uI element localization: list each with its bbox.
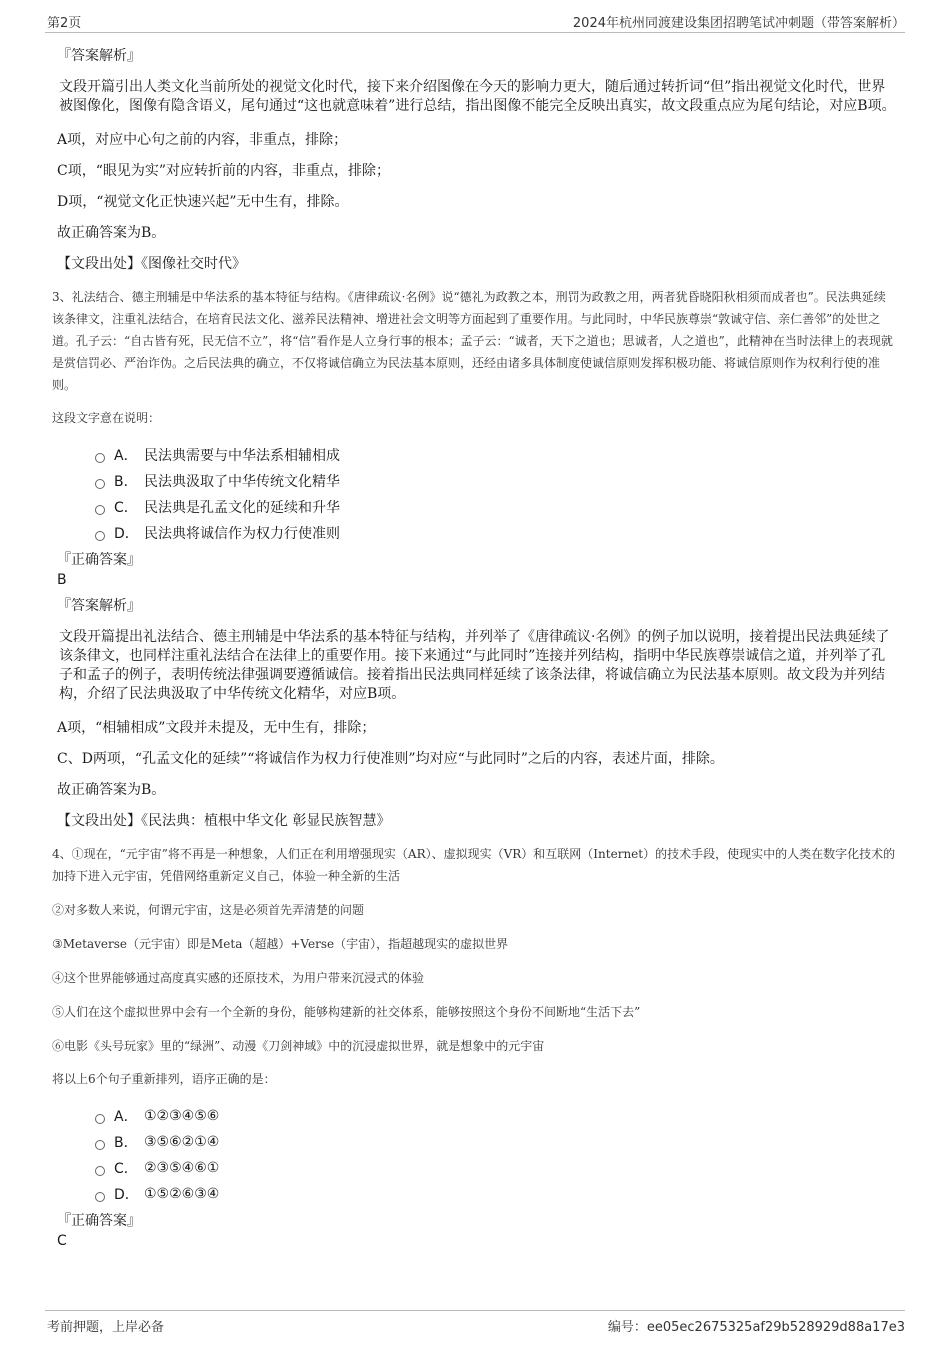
question-4-sentence: ③Metaverse（元宇宙）即是Meta（超越）+Verse（宇宙），指超越现实的虚拟世界 [52, 937, 509, 951]
footer-divider [45, 1310, 905, 1311]
header-divider [45, 32, 905, 33]
page-content [52, 46, 897, 1257]
option-letter: B． [114, 1135, 138, 1151]
question-4-sentence: ②对多数人来说，何谓元宇宙，这是必须首先弄清楚的问题 [52, 903, 365, 917]
analysis-label: 『答案解析』 [57, 598, 141, 614]
option-text: ①②③④⑤⑥ [144, 1108, 220, 1124]
radio-button[interactable] [95, 1114, 105, 1124]
analysis-point: D项，“视觉文化正快速兴起”无中生有，排除。 [57, 194, 349, 210]
radio-button[interactable] [95, 1166, 105, 1176]
question-4-sentence: ⑥电影《头号玩家》里的“绿洲”、动漫《刀剑神域》中的沉浸虚拟世界，就是想象中的元宇宙 [52, 1039, 545, 1053]
correct-answer-label: 『正确答案』 [57, 552, 141, 568]
question-4-prompt: 将以上6个句子重新排列，语序正确的是： [52, 1072, 276, 1086]
option-c[interactable] [95, 494, 897, 520]
analysis-conclusion: 故正确答案为B。 [57, 225, 166, 241]
correct-answer: B [57, 572, 67, 588]
option-d[interactable] [95, 1181, 897, 1207]
question-4-sentence: ⑤人们在这个虚拟世界中会有一个全新的身份，能够构建新的社交体系，能够按照这个身份不间断地“生活下去” [52, 1005, 641, 1019]
analysis-point: C项，“眼见为实”对应转折前的内容，非重点，排除； [57, 163, 391, 179]
question-4-sentence: 4、①现在，“元宇宙”将不再是一种想象，人们正在利用增强现实（AR）、虚拟现实（VR）和互联网（Internet）的技术手段，使现实中的人类在数字化技术的加持下进入元宇宙，凭借网络重新定义自己，体验一种全新的生活 [52, 847, 896, 883]
question-4-options [95, 1103, 897, 1207]
analysis-text: 文段开篇提出礼法结合、德主刑辅是中华法系的基本特征与结构，并列举了《唐律疏议·名例》的例子加以说明，接着提出民法典延续了该条律文，也同样注重礼法结合在法律上的重要作用。接下来通过“与此同时”连接并列结构，指明中华民族尊崇诚信之道，并列举了孔子和孟子的例子，表明传统法律强调要遵循诚信。接着指出民法典同样延续了该条法律，将诚信确立为民法基本原则。故文段为并列结构，介绍了民法典汲取了中华传统文化精华，对应B项。 [59, 629, 890, 702]
analysis-label: 『答案解析』 [57, 48, 141, 64]
correct-answer: C [57, 1233, 67, 1249]
analysis-point: C、D两项，“孔孟文化的延续”“将诚信作为权力行使准则”均对应“与此同时”之后的内容，表述片面，排除。 [57, 751, 724, 767]
option-text: 民法典是孔孟文化的延续和升华 [144, 500, 340, 516]
option-text: ②③⑤④⑥① [144, 1160, 220, 1176]
option-c[interactable] [95, 1155, 897, 1181]
document-id: 编号：ee05ec2675325af29b528929d88a17e3 [607, 1320, 905, 1335]
analysis-point: A项，对应中心句之前的内容，非重点，排除； [57, 132, 348, 148]
analysis-point: A项，“相辅相成”文段并未提及，无中生有，排除； [57, 720, 376, 736]
option-text: 民法典汲取了中华传统文化精华 [144, 474, 340, 490]
option-letter: A． [114, 1109, 138, 1125]
radio-button[interactable] [95, 1192, 105, 1202]
question-3-stem: 3、礼法结合、德主刑辅是中华法系的基本特征与结构。《唐律疏议·名例》说“德礼为政教之本，刑罚为政教之用，两者犹昏晓阳秋相须而成者也”。民法典延续该条律文，注重礼法结合，在培育民法文化、滋养民法精神、增进社会文明等方面起到了重要作用。与此同时，中华民族尊崇“敦诚守信、亲仁善邻”的处世之道。孔子云：“自古皆有死，民无信不立”，将“信”看作是人立身行事的根本；孟子云：“诚者，天下之道也；思诚者，人之道也”，此精神在当时法律上的表现就是赏信罚必、严治诈伪。之后民法典的确立，不仅将诚信确立为民法基本原则，还经由诸多具体制度使诚信原则发挥积极功能、将诚信原则作为权利行使的准则。 [52, 290, 893, 392]
option-d[interactable] [95, 520, 897, 546]
option-text: ③⑤⑥②①④ [144, 1134, 220, 1150]
radio-button[interactable] [95, 1140, 105, 1150]
correct-answer-label: 『正确答案』 [57, 1213, 141, 1229]
radio-button[interactable] [95, 479, 105, 489]
option-text: 民法典需要与中华法系相辅相成 [144, 448, 340, 464]
option-a[interactable] [95, 1103, 897, 1129]
option-letter: D． [114, 1187, 139, 1203]
option-a[interactable] [95, 442, 897, 468]
question-3-options [95, 442, 897, 546]
passage-source: 【文段出处】《图像社交时代》 [57, 256, 246, 272]
option-letter: C． [114, 500, 138, 516]
document-title: 2024年杭州同渡建设集团招聘笔试冲刺题（带答案解析） [572, 16, 905, 31]
option-b[interactable] [95, 468, 897, 494]
question-3-prompt: 这段文字意在说明： [52, 411, 161, 425]
option-letter: C． [114, 1161, 138, 1177]
radio-button[interactable] [95, 505, 105, 515]
radio-button[interactable] [95, 453, 105, 463]
analysis-conclusion: 故正确答案为B。 [57, 782, 166, 798]
option-letter: A． [114, 448, 138, 464]
analysis-text: 文段开篇引出人类文化当前所处的视觉文化时代，接下来介绍图像在今天的影响力更大，随后通过转折词“但”指出视觉文化时代，世界被图像化，图像有隐含语义，尾句通过“这也就意味着”进行总结，指出图像不能完全反映出真实，故文段重点应为尾句结论，对应B项。 [59, 79, 896, 114]
option-letter: D． [114, 526, 139, 542]
radio-button[interactable] [95, 531, 105, 541]
option-text: ①⑤②⑥③④ [144, 1186, 220, 1202]
passage-source: 【文段出处】《民法典：植根中华文化 彰显民族智慧》 [57, 813, 391, 829]
footer-slogan: 考前押题，上岸必备 [47, 1320, 165, 1335]
question-4-sentence: ④这个世界能够通过高度真实感的还原技术，为用户带来沉浸式的体验 [52, 971, 425, 985]
option-b[interactable] [95, 1129, 897, 1155]
page-number: 第2页 [47, 16, 82, 31]
option-text: 民法典将诚信作为权力行使准则 [144, 526, 340, 542]
option-letter: B． [114, 474, 138, 490]
